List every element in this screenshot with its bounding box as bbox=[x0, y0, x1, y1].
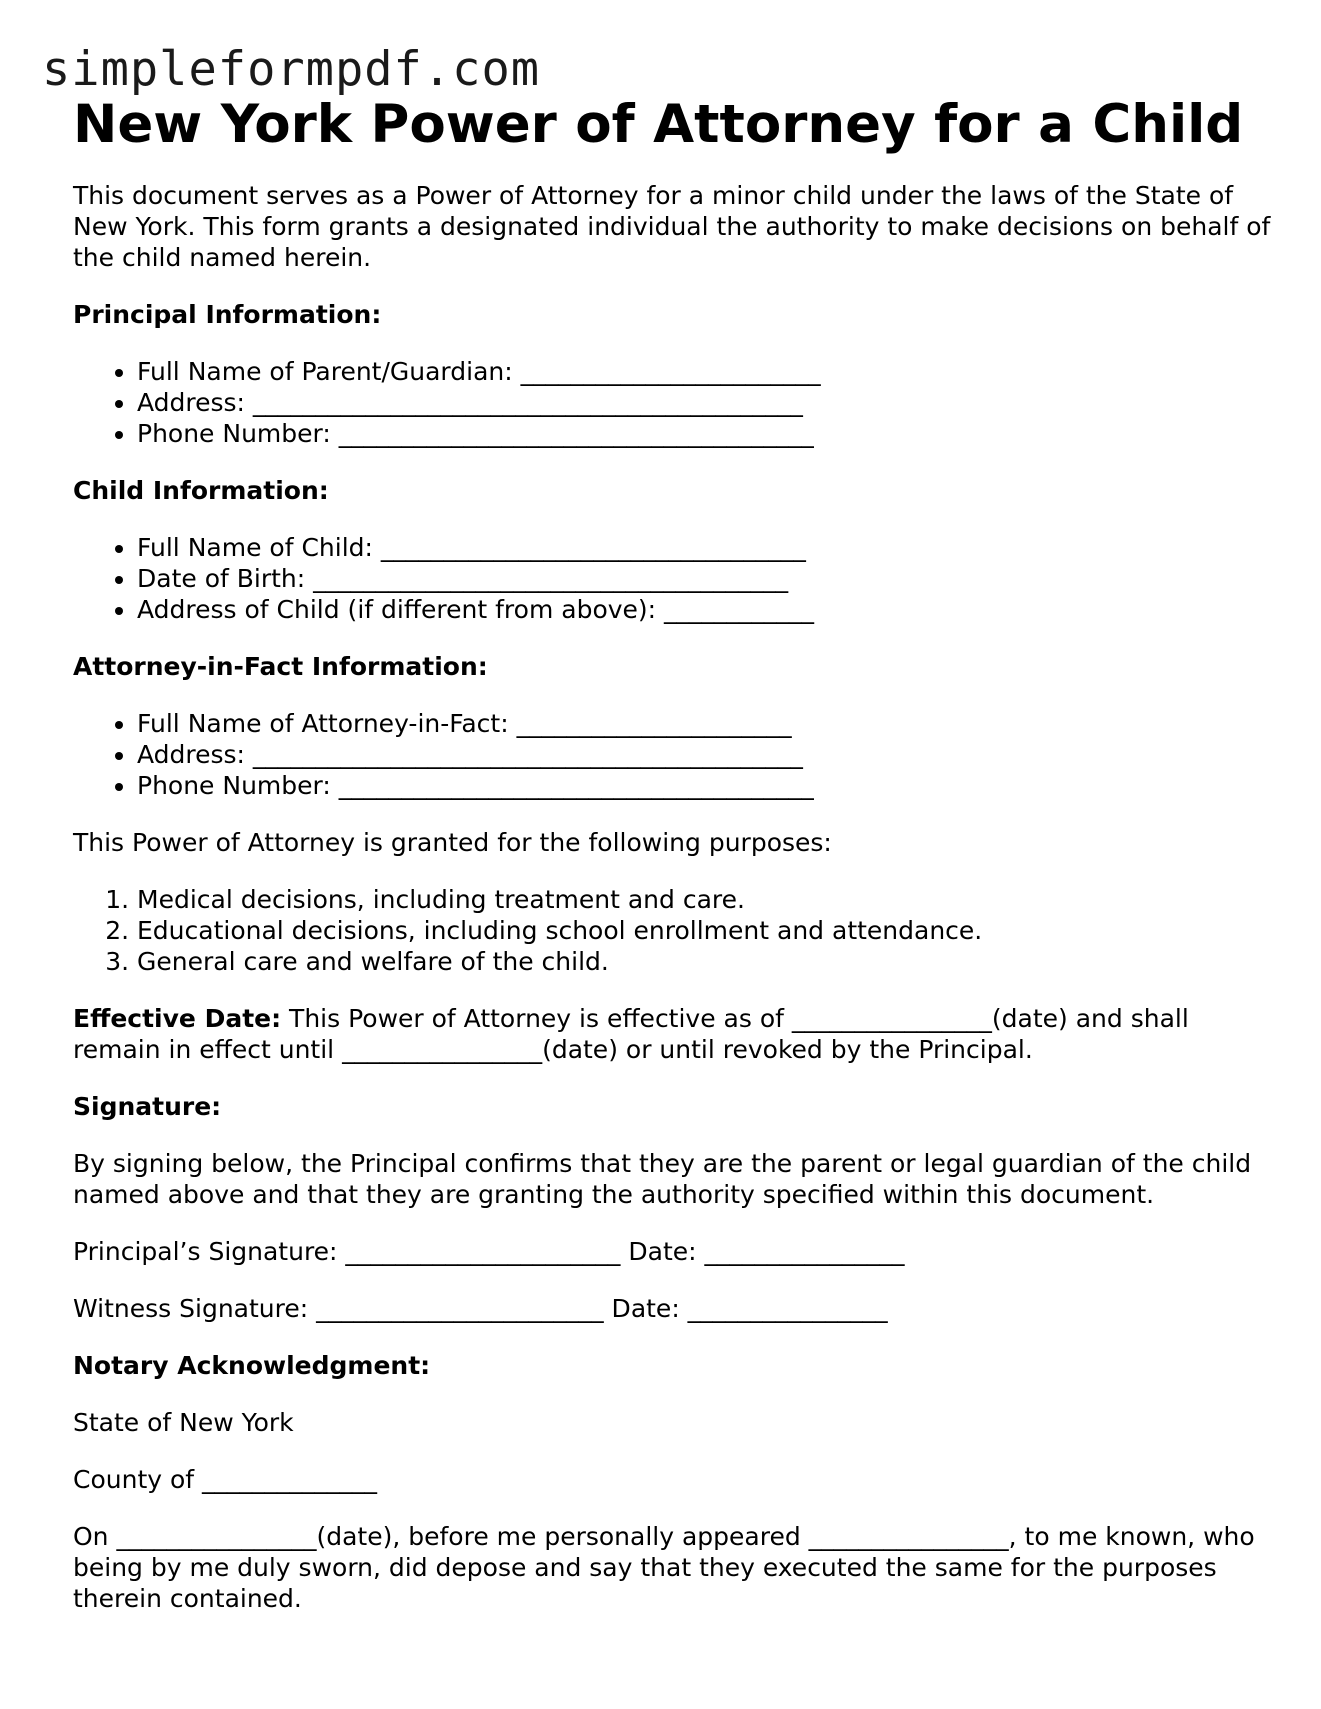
signature-heading: Signature: bbox=[73, 1092, 222, 1121]
attorney-list bbox=[73, 708, 1273, 801]
list-item: 3. General care and welfare of the child. bbox=[137, 946, 1273, 977]
intro-paragraph: This document serves as a Power of Attorney for a minor child under the laws of the State of New York. This form grants a designated individual the authority to make decisions on behalf of the child named herein. bbox=[73, 181, 1271, 272]
list-item: 1. Medical decisions, including treatment and care. bbox=[137, 884, 1273, 915]
document-title: New York Power of Attorney for a Child bbox=[73, 94, 1244, 155]
list-item: • Address of Child (if different from above): ____________ bbox=[137, 594, 1273, 625]
list-item: • Date of Birth: ______________________________________ bbox=[137, 563, 1273, 594]
notary-paragraph: On ________________(date), before me personally appeared ________________, to me known, who being by me duly sworn, did depose and say that they executed the same for the purposes therein contained. bbox=[73, 1522, 1255, 1613]
purposes-intro: This Power of Attorney is granted for the following purposes: bbox=[73, 828, 832, 857]
principal-list bbox=[73, 356, 1273, 449]
list-item: • Full Name of Attorney-in-Fact: ______________________ bbox=[137, 708, 1273, 739]
notary-county: County of ______________ bbox=[73, 1465, 378, 1494]
list-item: • Full Name of Child: __________________________________ bbox=[137, 532, 1273, 563]
effective-date-text: This Power of Attorney is effective as of ________________(date) and shall remain in effect until ________________(date) or until revoked by the Principal. bbox=[73, 1004, 1189, 1064]
effective-date-label: Effective Date: bbox=[73, 1004, 282, 1033]
list-item: • Address: ____________________________________________ bbox=[137, 387, 1273, 418]
child-list bbox=[73, 532, 1273, 625]
notary-state: State of New York bbox=[73, 1408, 294, 1437]
principal-signature-line: Principal’s Signature: ______________________ Date: ________________ bbox=[73, 1237, 905, 1266]
attorney-heading: Attorney-in-Fact Information: bbox=[73, 652, 488, 681]
child-heading: Child Information: bbox=[73, 476, 329, 505]
list-item: • Phone Number: ______________________________________ bbox=[137, 418, 1273, 449]
effective-date-paragraph bbox=[73, 1003, 1273, 1065]
document-body bbox=[73, 92, 1273, 1614]
list-item: • Phone Number: ______________________________________ bbox=[137, 770, 1273, 801]
purposes-list bbox=[73, 884, 1273, 977]
notary-heading: Notary Acknowledgment: bbox=[73, 1351, 431, 1380]
watermark-logo: simpleformpdf.com bbox=[42, 42, 541, 97]
list-item: 2. Educational decisions, including school enrollment and attendance. bbox=[137, 915, 1273, 946]
signature-paragraph: By signing below, the Principal confirms that they are the parent or legal guardian of the child named above and that they are granting the authority specified within this document. bbox=[73, 1149, 1252, 1209]
witness-signature-line: Witness Signature: _______________________ Date: ________________ bbox=[73, 1294, 888, 1323]
list-item: • Full Name of Parent/Guardian: ________________________ bbox=[137, 356, 1273, 387]
list-item: • Address: ____________________________________________ bbox=[137, 739, 1273, 770]
principal-heading: Principal Information: bbox=[73, 300, 382, 329]
